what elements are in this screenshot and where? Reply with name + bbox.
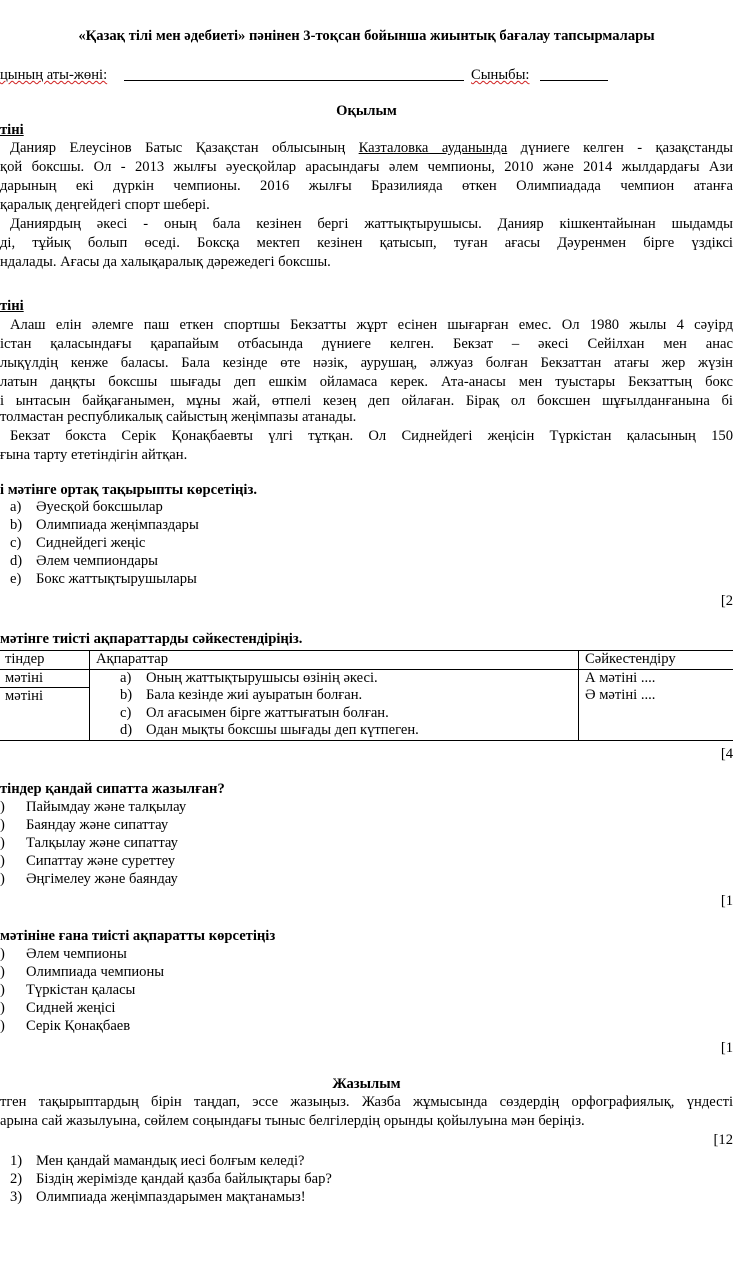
essay-topic[interactable]: 2) Біздің жерімізде қандай қазба байлықтары бар? <box>10 1171 332 1187</box>
text-a-cell: мәтіні мәтіні <box>0 669 90 740</box>
text-b-line: лықүлдің кенже баласы. Бала кезінде өте нәзік, аурушаң, әлжуаз болған Бекзаттан атағы жер жүзін <box>0 355 733 371</box>
match-cell[interactable]: А мәтіні .... Ә мәтіні .... <box>579 669 733 740</box>
q3-option[interactable]: ) Талқылау және сипаттау <box>0 835 178 851</box>
q4-title: мәтініне ғана тиісті ақпаратты көрсетіңіз <box>0 928 276 944</box>
q4-options <box>0 945 164 1035</box>
q4-option[interactable]: ) Серік Қонақбаев <box>0 1018 131 1034</box>
q3-option[interactable]: ) Баяндау және сипаттау <box>0 817 169 833</box>
writing-instruction-line: тген тақырыптардың бірін таңдап, эссе жазыңыз. Жазба жұмысында сөздердің орфографиялық, үндесті <box>0 1094 733 1110</box>
info-item: c) Ол ағасымен бірге жаттығатын болған. <box>120 704 389 721</box>
student-name-line[interactable] <box>124 80 464 81</box>
table-header-row <box>0 651 733 670</box>
q3-option[interactable]: ) Әңгімелеу және баяндау <box>0 871 178 887</box>
text-b-line: латын даңқты боксшы шығады деп ешкім ойламаса керек. Ата-анасы мен туыстары Бекзаттың бокс <box>0 374 733 390</box>
q1-option[interactable]: c) Сиднейдегі жеңіс <box>10 535 146 551</box>
text-a-heading: тіні <box>0 122 24 138</box>
q1-option[interactable]: e) Бокс жаттықтырушылары <box>10 571 197 587</box>
col-info-header: Ақпараттар <box>90 651 579 670</box>
text-b-line: Алаш елін әлемге паш еткен спортшы Бекзатты жұрт есінен шығарған емес. Ол 1980 жылы 4 сәуірд <box>10 317 733 333</box>
q3-title: тіндер қандай сипатта жазылған? <box>0 781 225 797</box>
text-b-line: толмастан республикалық сайыстың жеңімпазы атанады. <box>0 409 357 425</box>
q1-options <box>10 498 199 588</box>
text-b-line: істан қаласындағы қарапайым отбасында дүниеге келген. Бекзат – әкесі Сейілхан мен анас <box>0 336 733 352</box>
writing-section-title: Жазылым <box>332 1076 401 1092</box>
q1-title: і мәтінге ортақ тақырыпты көрсетіңіз. <box>0 482 257 498</box>
q1-points: [2 <box>720 593 733 609</box>
reading-section-title: Оқылым <box>336 103 397 119</box>
info-cell <box>90 669 579 740</box>
document-title: «Қазақ тілі мен әдебиеті» пәнінен 3-тоқсан бойынша жиынтық бағалау тапсырмалары <box>78 28 655 44</box>
q2-title: мәтінге тиісті ақпараттарды сәйкестендіріңіз. <box>0 631 303 647</box>
essay-topics <box>10 1152 332 1206</box>
info-item: d) Одан мықты боксшы шығады деп күтпеген. <box>120 722 419 738</box>
essay-topic[interactable]: 1) Мен қандай мамандық иесі болғым келеді? <box>10 1153 305 1169</box>
q4-points: [1 <box>720 1040 733 1056</box>
text-b-line: і ынтасын байқағанымен, мұны жай, өтпелі кезең деп ойлаған. Бірақ ол боксшен шұғылданғанына бі <box>0 393 733 409</box>
q3-option[interactable]: ) Сипаттау және суреттеу <box>0 853 176 869</box>
student-name-label: цының аты-жөні: <box>0 67 108 83</box>
text-a-line: қой боксшы. Ол - 2013 жылғы әуесқойлар арасындағы әлем чемпионы, 2010 және 2014 жылдардағы Ази <box>0 159 733 175</box>
q1-option[interactable]: b) Олимпиада жеңімпаздары <box>10 517 199 533</box>
q3-options <box>0 798 186 888</box>
q3-points: [1 <box>720 893 733 909</box>
text-a-line: дарының екі дүркін чемпионы. 2016 жылғы Бразилияда өткен Олимпиадада чемпион атанға <box>0 178 733 194</box>
info-item: a) Оның жаттықтырушысы өзінің әкесі. <box>120 669 378 686</box>
text-a-line: Даниярдың әкесі - оның бала кезінен бергі жаттықтырушысы. Данияр кішкентайынан шыдамды <box>10 216 733 232</box>
q4-option[interactable]: ) Түркістан қаласы <box>0 982 136 998</box>
q4-option[interactable]: ) Сидней жеңісі <box>0 1000 116 1016</box>
writing-instruction-line: арына сай жазылуына, сөйлем соңындағы тыныс белгілердің орынды қойылуына мән беріңіз. <box>0 1113 585 1129</box>
text-b-line: ғына тарту ететіндігін айтқан. <box>0 447 188 463</box>
class-label: Сыныбы: <box>471 67 530 83</box>
text-a-line: қаралық деңгейдегі спорт шебері. <box>0 197 210 213</box>
q2-points: [4 <box>720 746 733 762</box>
table-row <box>0 669 733 740</box>
q4-option[interactable]: ) Әлем чемпионы <box>0 946 127 962</box>
text-b-heading: тіні <box>0 298 24 314</box>
q1-option[interactable]: a) Әуесқой боксшылар <box>10 499 163 515</box>
q2-matching-table <box>0 650 733 741</box>
class-line[interactable] <box>540 80 608 81</box>
col-match-header: Сәйкестендіру <box>579 651 733 670</box>
info-item: b) Бала кезінде жиі ауыратын болған. <box>120 687 363 703</box>
col-texts-header: тіндер <box>0 651 90 670</box>
text-a-line: ндалады. Ағасы да халықаралық дәрежедегі боксшы. <box>0 254 331 270</box>
q1-option[interactable]: d) Әлем чемпиондары <box>10 553 158 569</box>
text-b-line: Бекзат бокста Серік Қонақбаевты үлгі тұтқан. Ол Сиднейдегі жеңісін Түркістан қаласының 150 <box>10 428 733 444</box>
q3-option[interactable]: ) Пайымдау және талқылау <box>0 799 187 815</box>
q4-option[interactable]: ) Олимпиада чемпионы <box>0 964 165 980</box>
text-a-line: ді, тұйық болып өседі. Боксқа мектеп кезінен қатысып, туған ағасы Дәуренмен бірге үздіксі <box>0 235 733 251</box>
writing-points: [12 <box>713 1132 733 1148</box>
text-a-line: Данияр Елеусінов Батыс Қазақстан облысының Казталовка ауданында дүниеге келген - қазақстанды <box>10 140 733 156</box>
essay-topic[interactable]: 3) Олимпиада жеңімпаздарымен мақтанамыз! <box>10 1189 306 1205</box>
